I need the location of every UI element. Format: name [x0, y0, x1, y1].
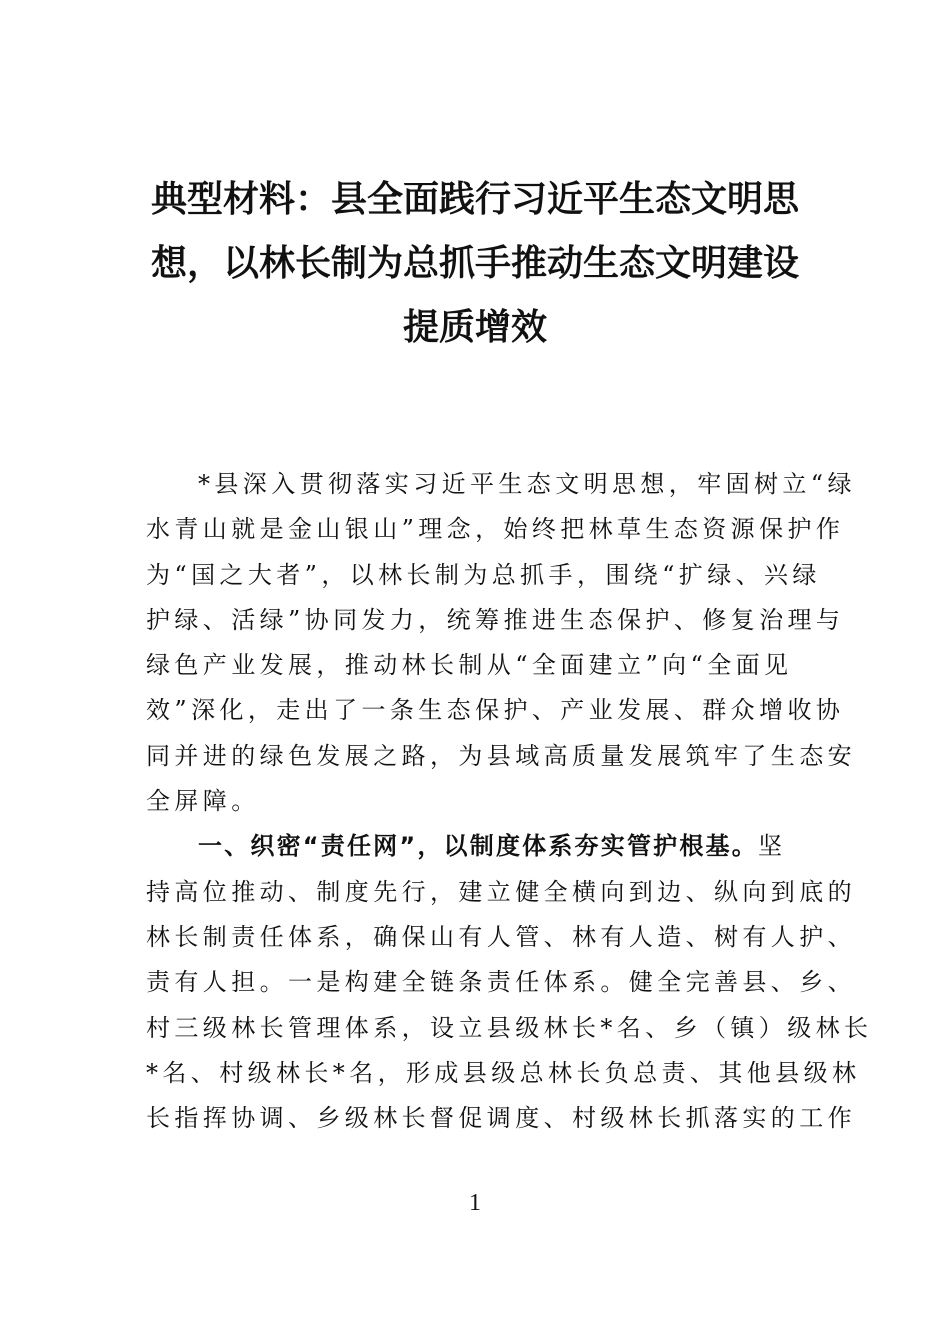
title-line: 提质增效: [402, 307, 547, 348]
paragraph-line: 水青山就是金山银山”理念，始终把林草生态资源保护作: [146, 515, 845, 544]
paragraph-line: 效”深化，走出了一条生态保护、产业发展、群众增收协: [146, 696, 845, 725]
paragraph-line: 责有人担。一是构建全链条责任体系。健全完善县、乡、: [146, 968, 856, 997]
title-line: 想，以林长制为总抓手推动生态文明建设: [150, 243, 799, 284]
paragraph-line: 全屏障。: [146, 787, 260, 816]
section-heading: 一、织密“责任网”，以制度体系夯实管护根基。: [198, 832, 758, 861]
paragraph-intro: [146, 462, 856, 824]
paragraph-line: 林长制责任体系，确保山有人管、林有人造、树有人护、: [146, 922, 856, 951]
paragraph-line: 长指挥协调、乡级林长督促调度、村级林长抓落实的工作: [146, 1104, 856, 1133]
paragraph-line: *名、村级林长*名，形成县级总林长负总责、其他县级林: [146, 1058, 861, 1087]
paragraph-line: 村三级林长管理体系，设立县级林长*名、乡（镇）级林长: [146, 1013, 873, 1042]
page-number: 1: [469, 1190, 481, 1216]
title-line: 典型材料：县全面践行习近平生态文明思: [150, 179, 799, 220]
paragraph-line: 同并进的绿色发展之路，为县域高质量发展筑牢了生态安: [146, 741, 856, 770]
document-body: [146, 462, 873, 1141]
paragraph-line: *县深入贯彻落实习近平生态文明思想，牢固树立“绿: [198, 470, 856, 498]
section-text: 坚: [757, 832, 787, 861]
section-heading-line: [146, 824, 806, 869]
paragraph-section-1: [146, 824, 873, 1141]
paragraph-line: 护绿、活绿”协同发力，统筹推进生态保护、修复治理与: [146, 605, 845, 634]
paragraph-line: 持高位推动、制度先行，建立健全横向到边、纵向到底的: [146, 877, 856, 906]
paragraph-line: 为“国之大者”，以林长制为总抓手，围绕“扩绿、兴绿: [146, 560, 821, 589]
paragraph-line: 绿色产业发展，推动林长制从“全面建立”向“全面见: [146, 651, 793, 680]
document-title: [148, 168, 802, 360]
